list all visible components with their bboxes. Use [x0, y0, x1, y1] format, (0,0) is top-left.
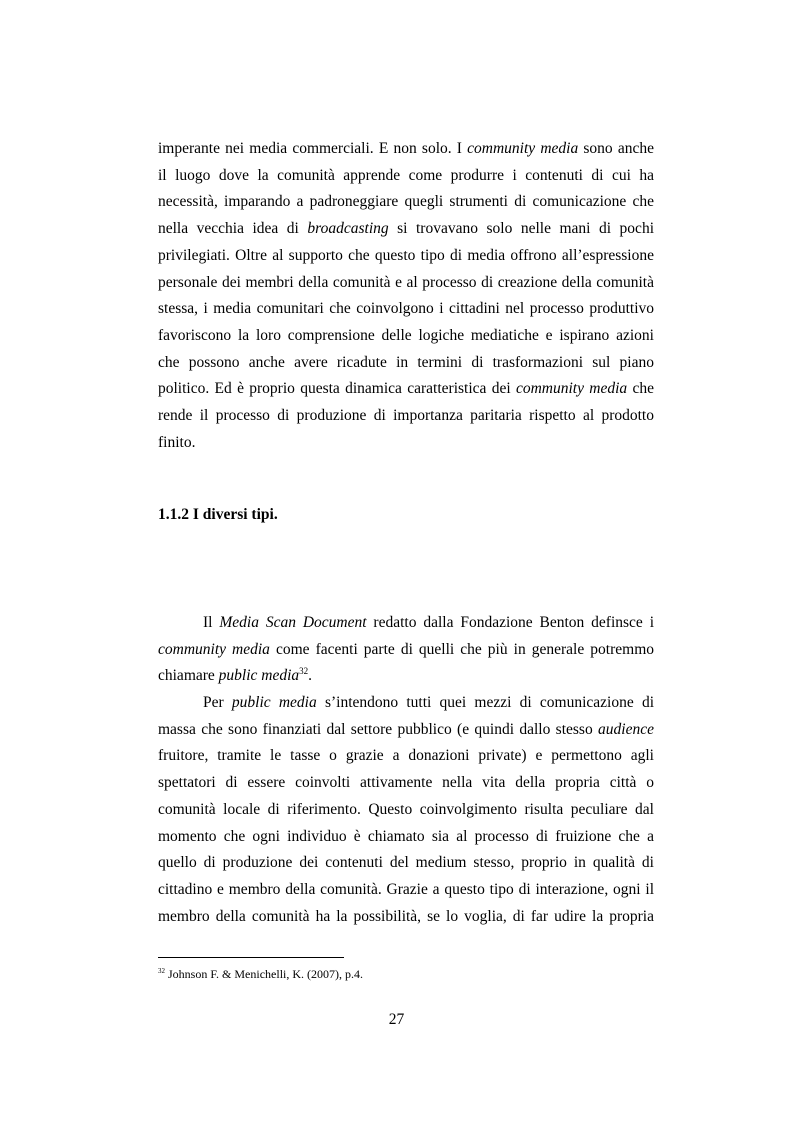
footnote-reference[interactable]: 32	[299, 666, 309, 677]
footnote-divider	[158, 957, 344, 958]
text-line: nella vecchia idea di broadcasting si trovavano solo nelle mani di pochi	[158, 220, 654, 238]
footnote-text: Johnson F. & Menichelli, K. (2007), p.4.	[165, 967, 364, 981]
section-heading: 1.1.2 I diversi tipi.	[158, 506, 278, 523]
footnote	[158, 966, 363, 982]
paragraph-community-media-learning	[158, 136, 654, 456]
text-line: rende il processo di produzione di importanza paritaria rispetto al prodotto	[158, 407, 654, 425]
paragraph-public-media-definition: Per public media s’intendono tutti quei mezzi di comunicazione di massa che sono finanziati dal settore pubblico (e quindi dallo stesso audience fruitore, tramite le tasse o grazie a donazioni private) e permettono agli spettatori di essere coinvolti attivamente nella vita della propria città o comunità locale di riferimento. Questo coinvolgimento risulta peculiare dal momento che ogni individuo è chiamato sia al processo di fruizione che a quello di produzione dei contenuti del medium stesso, proprio in qualità di cittadino e membro della comunità. Grazie a questo tipo di interazione, ogni il membro della comunità ha la possibilità, se lo voglia, di far udire la propria	[158, 694, 655, 925]
text-line: politico. Ed è proprio questa dinamica caratteristica dei community media che	[158, 380, 654, 398]
footnote-number: 32	[158, 967, 165, 975]
text-line: finito.	[158, 433, 196, 451]
text-line: favoriscono la loro comprensione delle logiche mediatiche e ispirano azioni	[158, 326, 654, 344]
paragraph-media-scan-document: Il Media Scan Document redatto dalla Fondazione Benton definsce i community media come facenti parte di quelli che più in generale potremmo chiamare public media$^{32}$.	[158, 614, 654, 685]
text-line: che possono anche avere ricadute in termini di trasformazioni sul piano	[158, 353, 654, 371]
page-number: 27	[388, 1011, 405, 1028]
text-line: personale dei membri della comunità e al processo di creazione della comunità	[158, 273, 654, 291]
text-line: stessa, i media comunitari che coinvolgono i cittadini nel processo produttivo	[158, 300, 654, 318]
text-line: necessità, imparando a padroneggiare quegli strumenti di comunicazione che	[158, 193, 654, 211]
text-line: imperante nei media commerciali. E non solo. I community media sono anche	[158, 140, 654, 157]
text-line: privilegiati. Oltre al supporto che questo tipo di media offrono all’espressione	[158, 246, 654, 264]
text-line: il luogo dove la comunità apprende come produrre i contenuti di cui ha	[158, 166, 654, 184]
